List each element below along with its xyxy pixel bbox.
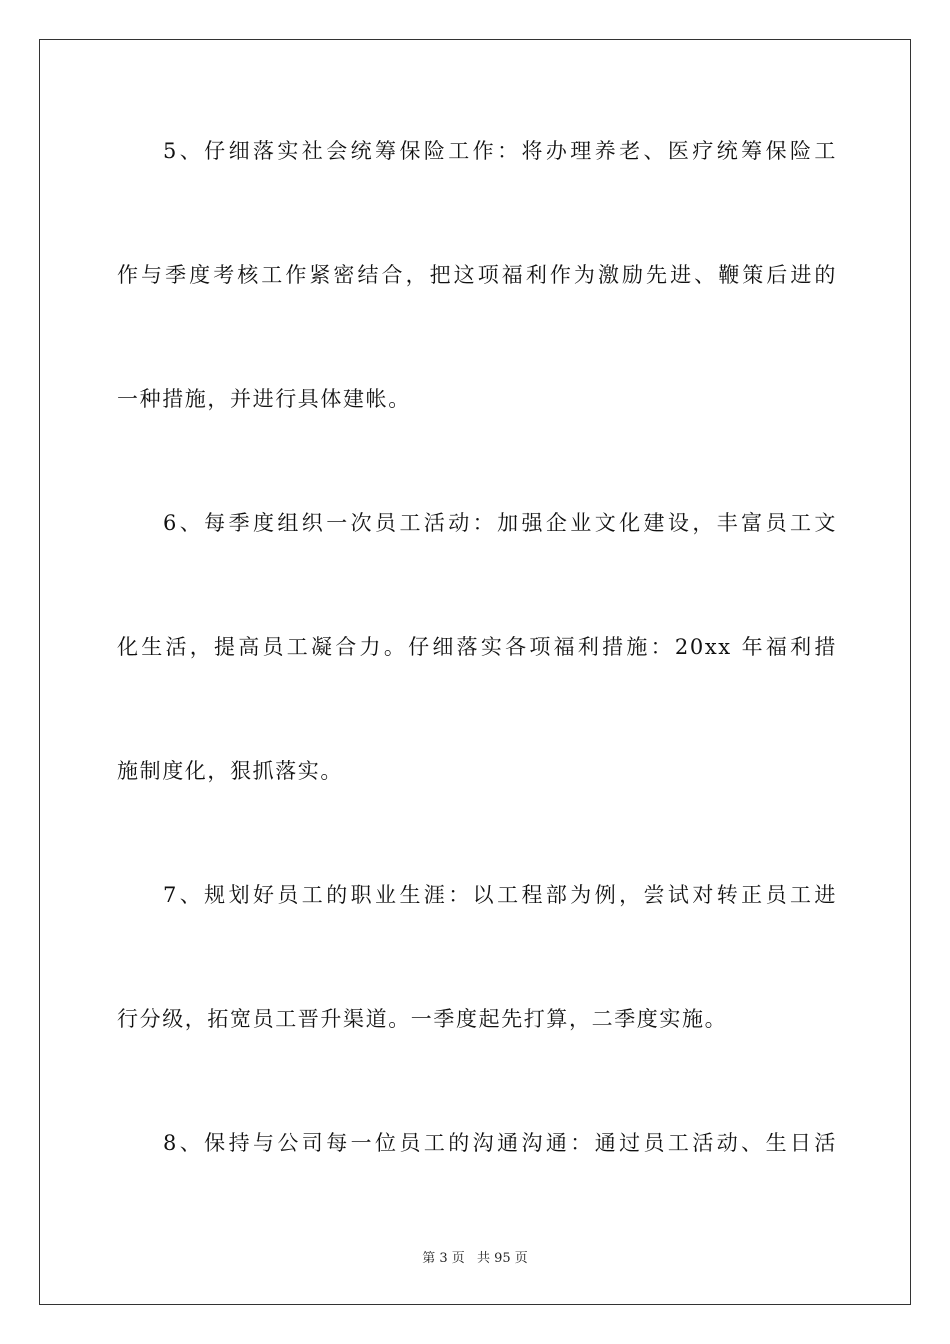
- paragraph-8-line-1: 8、保持与公司每一位员工的沟通沟通：通过员工活动、生日活: [163, 1131, 837, 1155]
- paragraph-6-line-3: 施制度化，狠抓落实。: [117, 759, 343, 783]
- page-total: 共 95 页: [476, 1251, 528, 1266]
- paragraph-5-line-3: 一种措施，并进行具体建帐。: [117, 387, 411, 411]
- page-number: 第 3 页: [422, 1251, 465, 1266]
- page-footer: [0, 1247, 950, 1266]
- paragraph-5-line-1: 5、仔细落实社会统筹保险工作：将办理养老、医疗统筹保险工: [163, 139, 837, 163]
- paragraph-5-line-2: 作与季度考核工作紧密结合，把这项福利作为激励先进、鞭策后进的: [117, 263, 837, 287]
- paragraph-6-line-1: 6、每季度组织一次员工活动：加强企业文化建设，丰富员工文: [163, 511, 837, 535]
- paragraph-6-line-2: 化生活，提高员工凝合力。仔细落实各项福利措施：20xx 年福利措: [117, 635, 837, 659]
- paragraph-7-line-1: 7、规划好员工的职业生涯：以工程部为例，尝试对转正员工进: [163, 883, 837, 907]
- paragraph-7-line-2: 行分级，拓宽员工晋升渠道。一季度起先打算，二季度实施。: [117, 1007, 728, 1031]
- page-frame: [39, 39, 911, 1305]
